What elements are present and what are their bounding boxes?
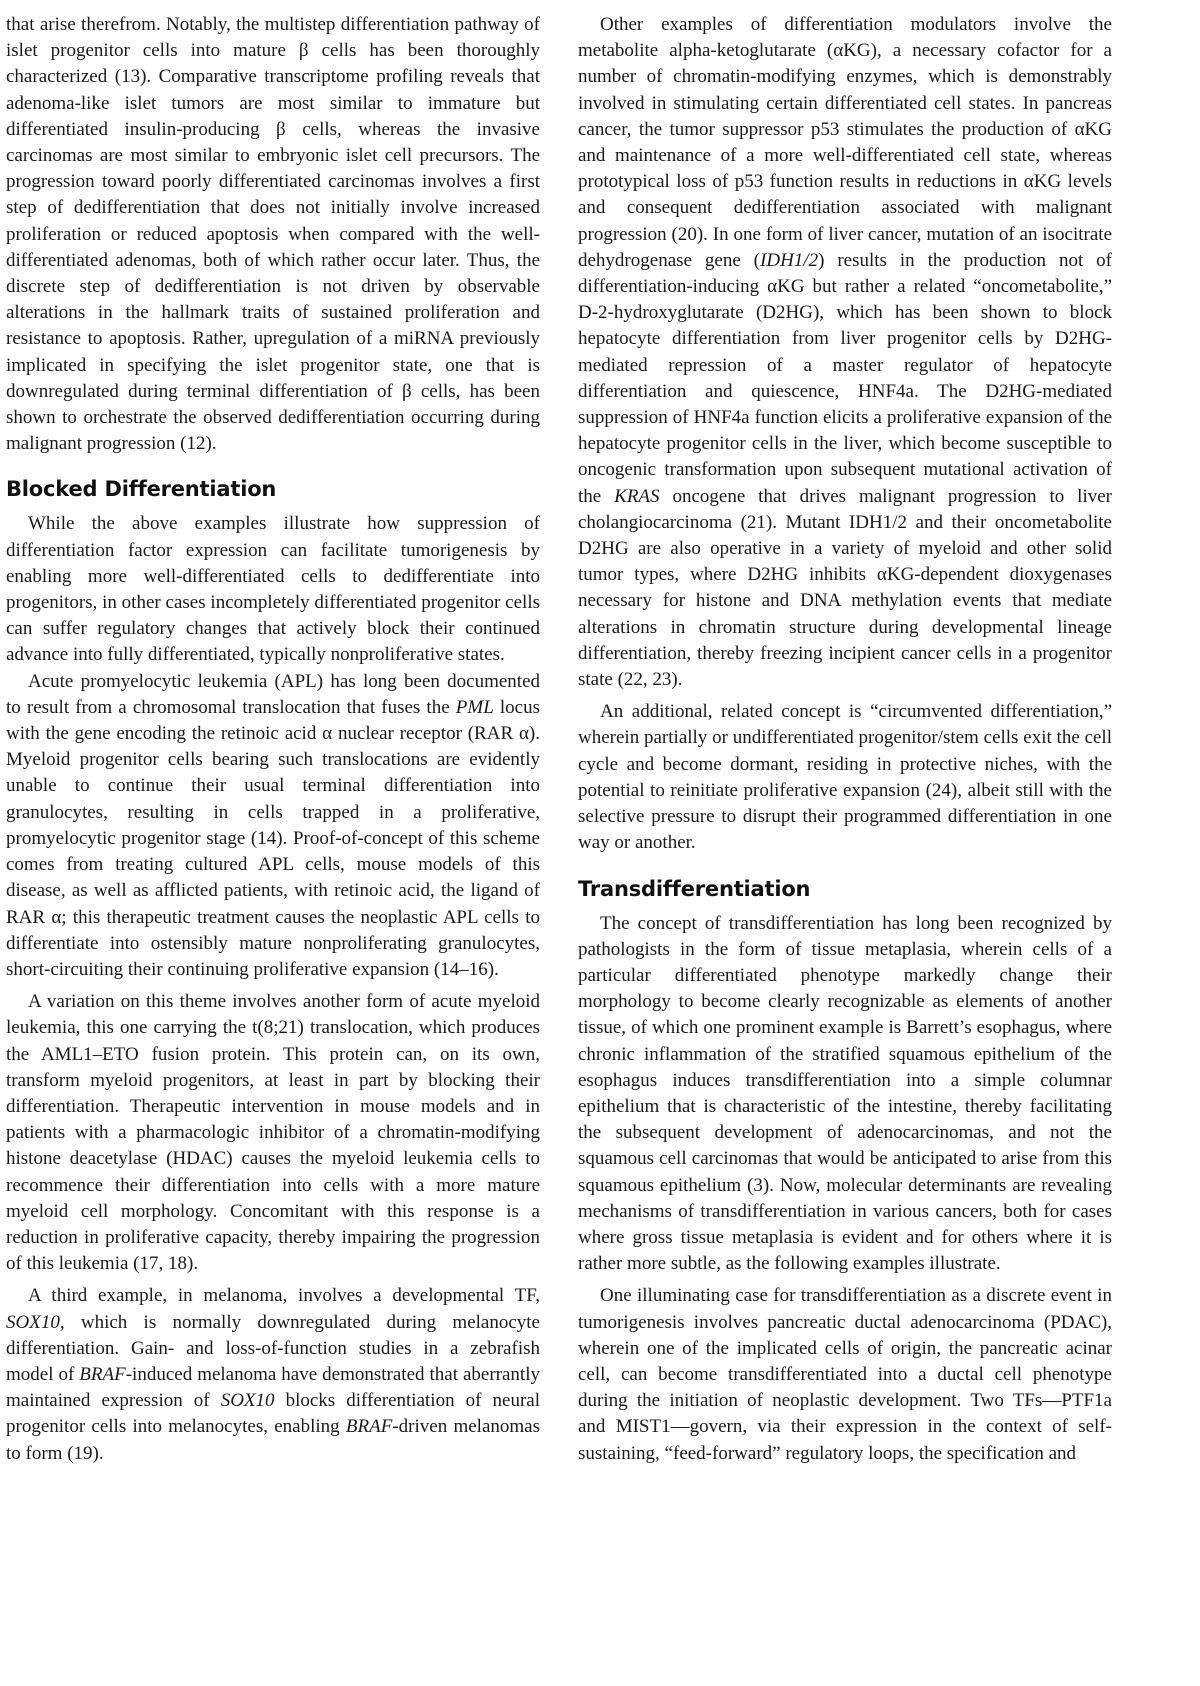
paragraph-pdac: One illuminating case for transdifferentiation as a discrete event in tumorigenesis involves pancreatic ductal adenocarcinoma (PDAC), wherein one of the implicated cells of origin, the pancreatic acinar cell, can become transdifferentiated into a ductal cell phenotype during the initiation of neoplastic development. Two TFs—PTF1a and MIST1—govern, via their expression in the context of self-sustaining, “feed-forward” regulatory loops, the specification and [578, 1285, 1112, 1464]
gene-name-sox10: SOX10 [6, 1311, 60, 1333]
section-heading-transdifferentiation: Transdifferentiation [578, 876, 811, 901]
text-segment: A third example, in melanoma, involves a developmental TF, [28, 1285, 540, 1307]
paragraph-circumvented-differentiation: An additional, related concept is “circumvented differentiation,” wherein partially or undifferentiated progenitor/stem cells exit the cell cycle and become dormant, residing in protective niches, with the potential to reinitiate proliferative expansion (24), albeit still with the selective pressure to disrupt their programmed differentiation in one way or another. [578, 701, 1112, 854]
gene-name-pml: PML [455, 696, 494, 718]
paragraph-alpha-ketoglutarate [578, 12, 1112, 693]
paragraph-apl [6, 669, 540, 983]
text-segment: locus with the gene encoding the retinoic acid α nuclear receptor (RAR α). Myeloid progenitor cells bearing such translocations are evidently unable to continue their usual terminal differentiation into granulocytes, resulting in cells trapped in a proliferative, promyelocytic progenitor stage (14). Proof-of-concept of this scheme comes from treating cultured APL cells, mouse models of this disease, as well as afflicted patients, with retinoic acid, the ligand of RAR α; this therapeutic treatment causes the neoplastic APL cells to differentiate into ostensibly mature nonproliferating granulocytes, short-circuiting their continuing proliferative expansion (14–16). [6, 696, 540, 980]
text-segment: blocks differentiation of neural progenitor cells into melanocytes, enabling [6, 1390, 540, 1438]
paragraph-melanoma [6, 1283, 540, 1466]
section-heading-blocked-differentiation: Blocked Differentiation [6, 477, 277, 502]
gene-name-idh: IDH1/2 [760, 249, 819, 271]
paragraph-aml: A variation on this theme involves another form of acute myeloid leukemia, this one carrying the t(8;21) translocation, which produces the AML1–ETO fusion protein. This protein can, on its own, transform myeloid progenitors, at least in part by blocking their differentiation. Therapeutic intervention in mouse models and in patients with a pharmacologic inhibitor of a chromatin-modifying histone deacetylase (HDAC) causes the myeloid leukemia cells to recommence their differentiation into cells with a more mature myeloid cell morphology. Concomitant with this response is a reduction in proliferative capacity, thereby impairing the progression of this leukemia (17, 18). [6, 991, 540, 1275]
text-segment: , which is normally downregulated during melanocyte differentiation. Gain- and loss-of-function studies in a zebrafish model of [6, 1311, 540, 1385]
paragraph-blocked-intro: While the above examples illustrate how suppression of differentiation factor expression can facilitate tumorigenesis by enabling more well-differentiated cells to dedifferentiate into progenitors, in other cases incompletely differentiated progenitor cells can suffer regulatory changes that actively block their continued advance into fully differentiated, typically nonproliferative states. [6, 513, 540, 666]
text-segment: -driven melanomas to form (19). [6, 1416, 540, 1464]
text-segment: Other examples of differentiation modulators involve the metabolite alpha-ketoglutarate (αKG), a necessary cofactor for a number of chromatin-modifying enzymes, which is demonstrably involved in stimulating certain differentiated cell states. In pancreas cancer, the tumor suppressor p53 stimulates the production of αKG and maintenance of a more well-differentiated cell state, whereas prototypical loss of p53 function results in reductions in αKG levels and consequent dedifferentiation associated with malignant progression (20). In one form of liver cancer, mutation of an isocitrate dehydrogenase gene ( [578, 14, 1112, 271]
text-segment: oncogene that drives malignant progression to liver cholangiocarcinoma (21). Mutant IDH1/2 and their oncometabolite D2HG are also operative in a variety of myeloid and other solid tumor types, where D2HG inhibits αKG-dependent dioxygenases necessary for histone and DNA methylation events that mediate alterations in chromatin structure during developmental lineage differentiation, thereby freezing incipient cancer cells in a progenitor state (22, 23). [578, 485, 1112, 691]
text-segment: -induced melanoma have demonstrated that aberrantly maintained expression of [6, 1363, 540, 1412]
text-segment: ) results in the production not of differentiation-inducing αKG but rather a related “oncometabolite,” D-2-hydroxyglutarate (D2HG), which has been shown to block hepatocyte differentiation from liver progenitor cells by D2HG-mediated repression of a master regulator of hepatocyte differentiation and quiescence, HNF4a. The D2HG-mediated suppression of HNF4a function elicits a proliferative expansion of the hepatocyte progenitor cells in the liver, which become susceptible to oncogenic transformation upon subsequent mutational activation of the [578, 249, 1112, 507]
gene-name-braf: BRAF [345, 1416, 393, 1438]
paragraph-metaplasia: The concept of transdifferentiation has long been recognized by pathologists in the form of tissue metaplasia, wherein cells of a particular differentiated phenotype markedly change their morphology to become clearly recognizable as elements of another tissue, of which one prominent example is Barrett’s esophagus, where chronic inflammation of the stratified squamous epithelium of the esophagus induces transdifferentiation into a simple columnar epithelium that is characteristic of the intestine, thereby facilitating the subsequent development of adenocarcinomas, and not the squamous cell carcinomas that would be anticipated to arise from this squamous epithelium (3). Now, molecular determinants are revealing mechanisms of transdifferentiation in various cancers, both for cases where gross tissue metaplasia is evident and for others where it is rather more subtle, as the following examples illustrate. [578, 912, 1112, 1275]
right-column [578, 12, 1112, 1467]
left-column [6, 12, 540, 1467]
gene-name-kras: KRAS [614, 485, 660, 507]
text-segment: Acute promyelocytic leukemia (APL) has long been documented to result from a chromosomal translocation that fuses the [6, 670, 540, 718]
paragraph-islet-progenitor: that arise therefrom. Notably, the multistep differentiation pathway of islet progenitor cells into mature β cells has been thoroughly characterized (13). Comparative transcriptome profiling reveals that adenoma-like islet tumors are most similar to immature but differentiated insulin-producing β cells, whereas the invasive carcinomas are most similar to embryonic islet cell precursors. The progression toward poorly differentiated carcinomas involves a first step of dedifferentiation that does not initially involve increased proliferation or reduced apoptosis when compared with the well-differentiated adenomas, both of which rather occur later. Thus, the discrete step of dedifferentiation is not driven by observable alterations in the hallmark traits of sustained proliferation and resistance to apoptosis. Rather, upregulation of a miRNA previously implicated in specifying the islet progenitor state, one that is downregulated during terminal differentiation of β cells, has been shown to orchestrate the observed dedifferentiation occurring during malignant progression (12). [6, 14, 540, 455]
gene-name-braf: BRAF [79, 1363, 126, 1385]
gene-name-sox10: SOX10 [220, 1390, 275, 1412]
